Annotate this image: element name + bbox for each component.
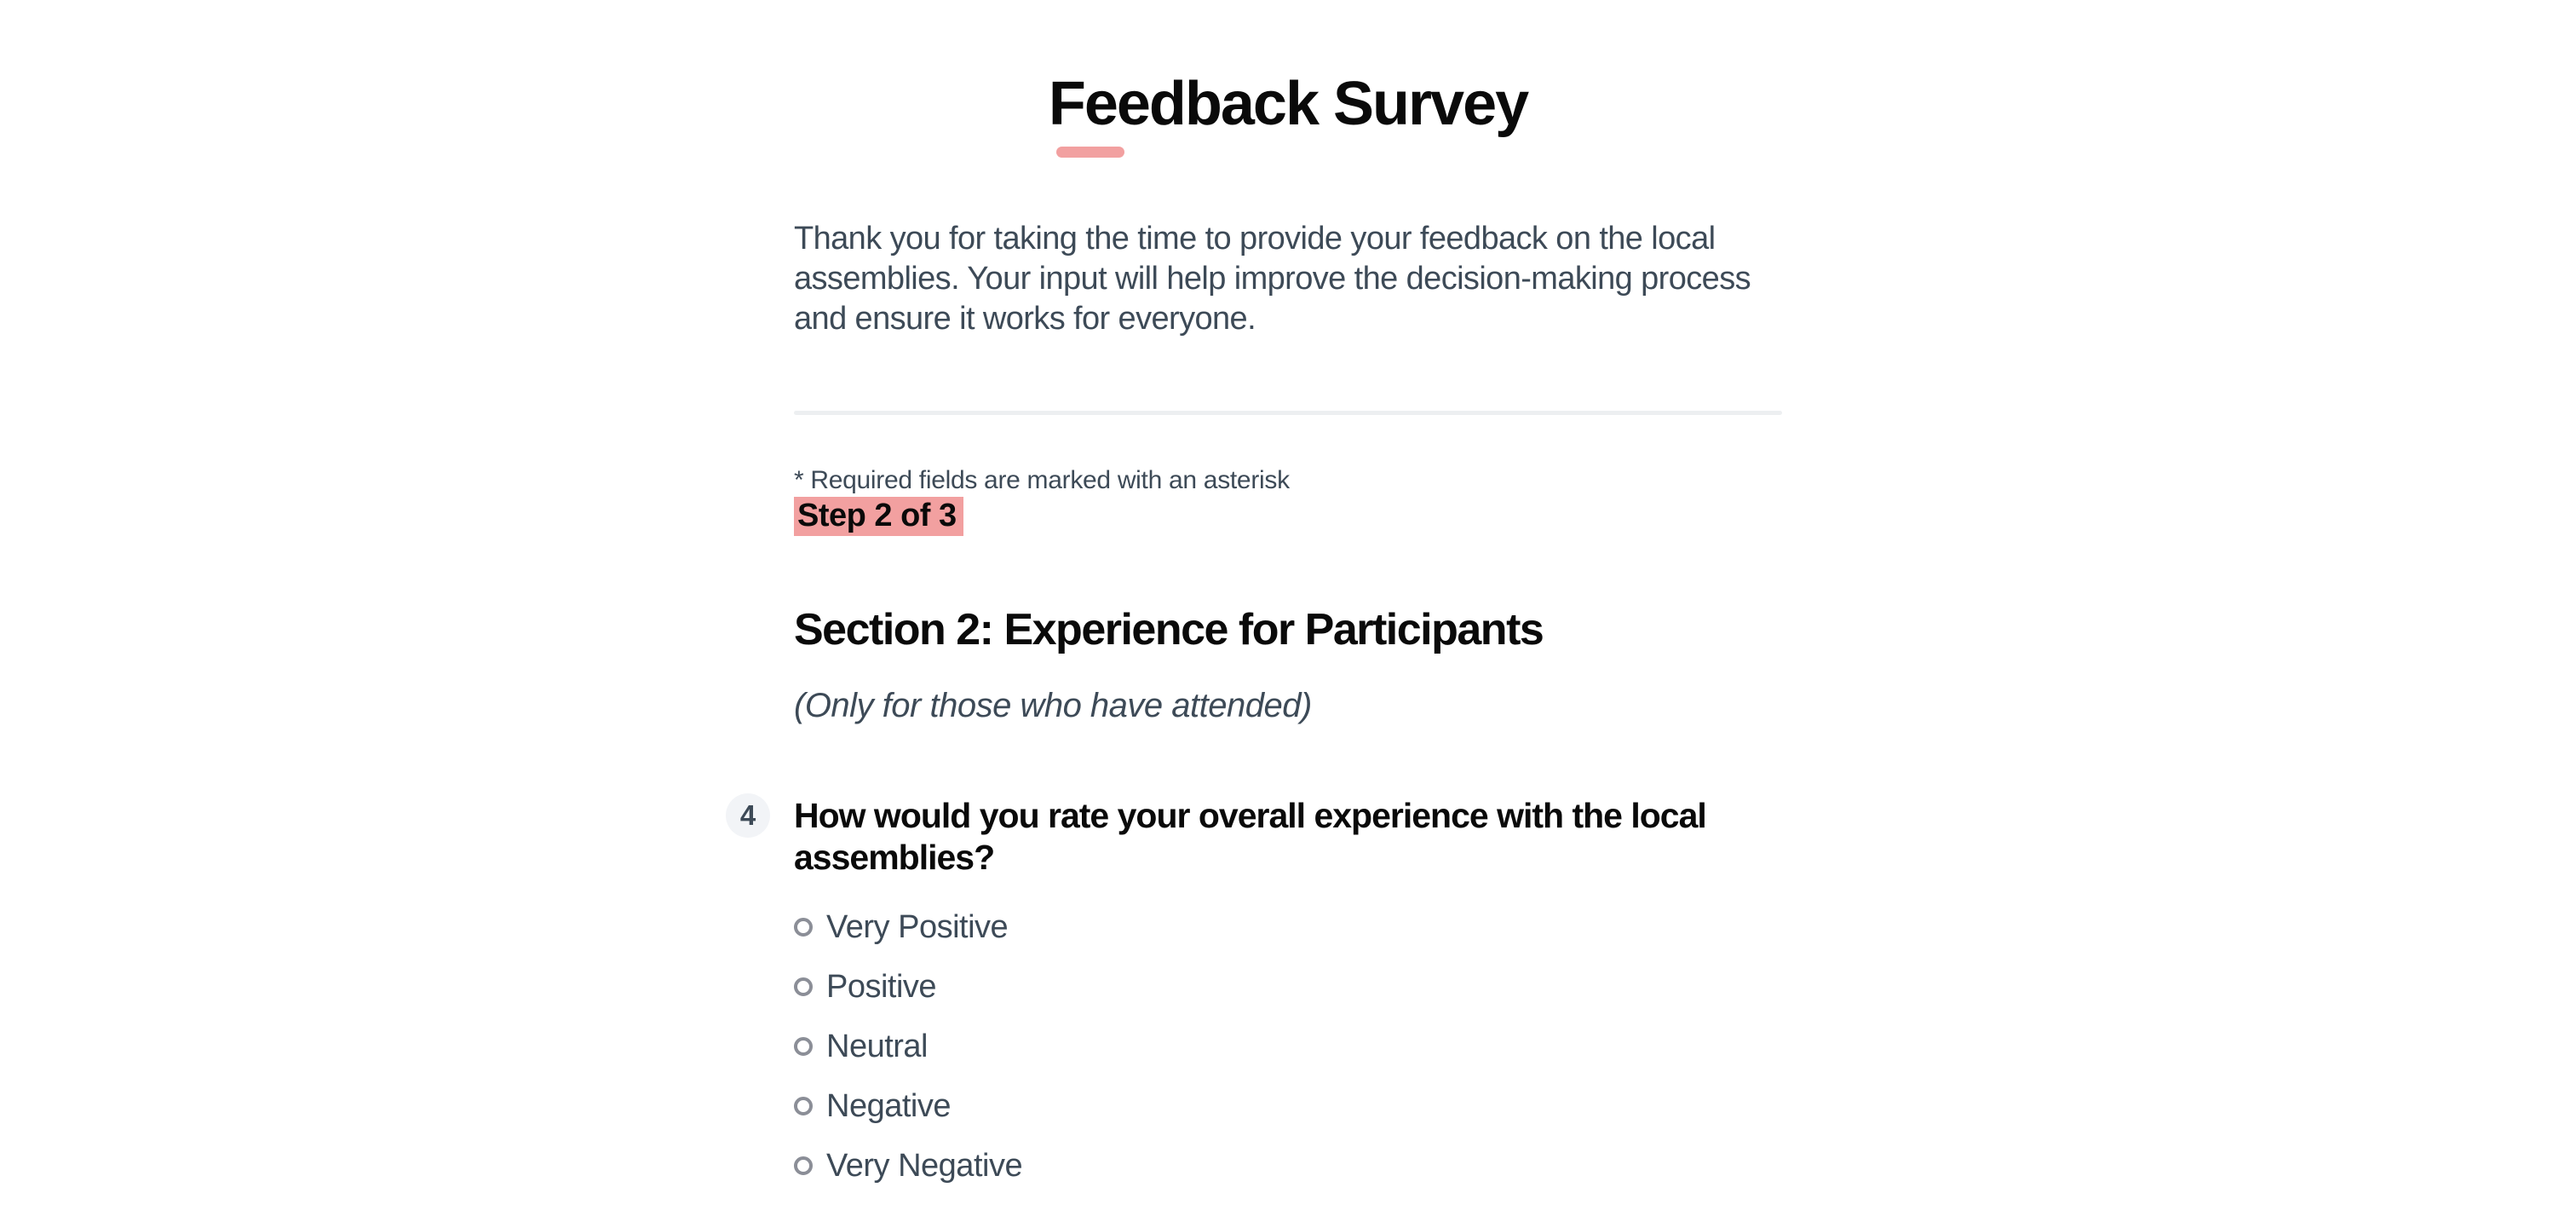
content-divider (794, 411, 1782, 415)
page-title: Feedback Survey (1048, 70, 1528, 138)
title-underline-accent (1056, 147, 1124, 158)
radio-option[interactable] (794, 1017, 1782, 1076)
intro-text: Thank you for taking the time to provide your feedback on the local assemblies. Your input will help improve the decision-making process and ensure it works for everyone. (794, 221, 1751, 337)
required-note: * Required fields are marked with an asterisk (794, 466, 1290, 494)
radio-button-icon[interactable] (794, 1156, 813, 1175)
step-indicator: Step 2 of 3 (794, 497, 963, 536)
radio-option-label: Very Positive (826, 908, 1009, 945)
question-number-badge: 4 (726, 793, 770, 838)
survey-page (739, 0, 1782, 1196)
question-block (739, 793, 1782, 1196)
radio-option[interactable] (794, 1136, 1782, 1196)
radio-button-icon[interactable] (794, 977, 813, 996)
radio-option-label: Positive (826, 968, 937, 1005)
radio-button-icon[interactable] (794, 1037, 813, 1056)
step-indicator-row (794, 497, 1782, 536)
section-subtitle: (Only for those who have attended) (794, 687, 1312, 724)
radio-option[interactable] (794, 897, 1782, 957)
options-group (794, 897, 1782, 1196)
radio-option[interactable] (794, 957, 1782, 1017)
radio-button-icon[interactable] (794, 1097, 813, 1115)
radio-option-label: Negative (826, 1087, 951, 1124)
question-text: How would you rate your overall experience with the local assemblies? (794, 796, 1706, 877)
section-heading: Section 2: Experience for Participants (794, 605, 1544, 654)
radio-option-label: Very Negative (826, 1147, 1023, 1184)
radio-option[interactable] (794, 1076, 1782, 1136)
radio-button-icon[interactable] (794, 918, 813, 937)
radio-option-label: Neutral (826, 1028, 928, 1064)
